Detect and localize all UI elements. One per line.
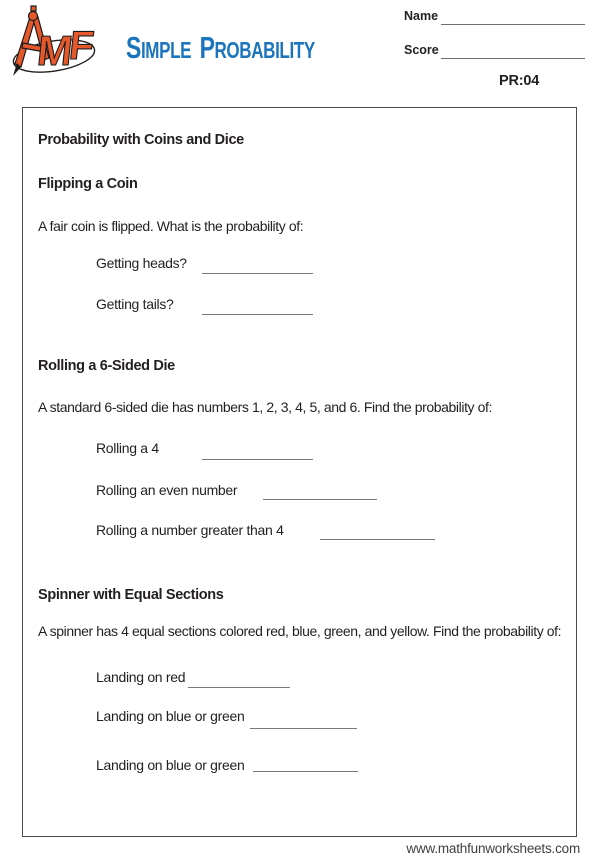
main-heading: Probability with Coins and Dice bbox=[38, 132, 244, 148]
worksheet-code: PR:04 bbox=[499, 73, 540, 89]
section-heading-spinner: Spinner with Equal Sections bbox=[38, 587, 224, 603]
item-label-landing-blue-green-2: Landing on blue or green bbox=[96, 757, 245, 773]
title-word-2: PROBABILITY bbox=[199, 30, 315, 65]
worksheet-title bbox=[126, 30, 315, 66]
score-label: Score bbox=[404, 43, 439, 57]
answer-line-rolling-greater-than-4 bbox=[320, 539, 435, 540]
item-label-rolling-4: Rolling a 4 bbox=[96, 440, 159, 456]
item-label-landing-red: Landing on red bbox=[96, 669, 186, 685]
item-label-rolling-even: Rolling an even number bbox=[96, 482, 238, 498]
section-heading-die: Rolling a 6-Sided Die bbox=[38, 358, 175, 374]
name-blank-line bbox=[441, 24, 585, 25]
score-blank-line bbox=[441, 58, 585, 59]
section-intro-spinner: A spinner has 4 equal sections colored red, blue, green, and yellow. Find the probability of: bbox=[38, 623, 562, 639]
answer-line-rolling-4 bbox=[202, 459, 313, 460]
svg-text:M: M bbox=[35, 27, 75, 74]
section-heading-coin: Flipping a Coin bbox=[38, 176, 138, 192]
answer-line-getting-heads bbox=[202, 273, 313, 274]
section-intro-die: A standard 6-sided die has numbers 1, 2, 3, 4, 5, and 6. Find the probability of: bbox=[38, 399, 493, 415]
item-label-rolling-greater-than-4: Rolling a number greater than 4 bbox=[96, 522, 284, 538]
answer-line-getting-tails bbox=[202, 314, 313, 315]
answer-line-rolling-even bbox=[263, 499, 377, 500]
name-label: Name bbox=[404, 9, 439, 23]
item-label-landing-blue-green-1: Landing on blue or green bbox=[96, 708, 245, 724]
svg-text:F: F bbox=[67, 24, 97, 68]
item-label-getting-heads: Getting heads? bbox=[96, 255, 187, 271]
title-word-1: SIMPLE bbox=[126, 30, 192, 65]
footer-website-link[interactable]: www.mathfunworksheets.com bbox=[406, 841, 580, 856]
answer-line-landing-blue-green-2 bbox=[253, 771, 358, 772]
section-intro-coin: A fair coin is flipped. What is the probability of: bbox=[38, 218, 304, 234]
item-label-getting-tails: Getting tails? bbox=[96, 296, 174, 312]
mathfun-logo-icon bbox=[8, 5, 98, 79]
answer-line-landing-blue-green-1 bbox=[250, 728, 357, 729]
answer-line-landing-red bbox=[188, 687, 290, 688]
